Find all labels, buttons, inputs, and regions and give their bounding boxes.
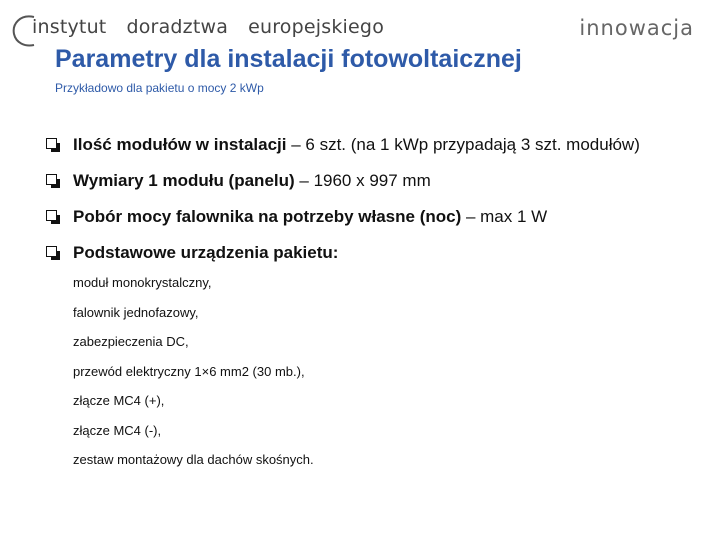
package-item: moduł monokrystalczny, [73,275,212,290]
package-items [46,274,686,469]
package-item: zestaw montażowy dla dachów skośnych. [73,452,314,467]
bullet-item [46,170,686,192]
header [0,0,720,50]
bullet-text: – max 1 W [461,207,548,226]
bullet-list [46,134,686,481]
bullet-bold: Wymiary 1 modułu (panelu) [73,171,295,190]
logo-text [32,16,404,38]
bullet-bold: Ilość modułów w instalacji [73,135,287,154]
bullet-text: – 6 szt. (na 1 kWp przypadają 3 szt. modułów) [286,135,640,154]
package-item: złącze MC4 (-), [73,422,162,438]
package-item: falownik jednofazowy, [73,304,199,320]
package-item: zabezpieczenia DC, [73,334,189,349]
page-title: Parametry dla instalacji fotowoltaicznej [55,45,522,73]
logo-word: instytut [32,16,107,38]
package-item: złącze MC4 (+), [73,393,165,408]
logo-word: europejskiego [248,16,385,38]
checkbox-bullet-icon [46,210,57,221]
page-subtitle: Przykładowo dla pakietu o mocy 2 kWp [55,81,264,95]
bullet-bold: Podstawowe urządzenia pakietu: [73,243,339,262]
checkbox-bullet-icon [46,174,57,185]
checkbox-bullet-icon [46,246,57,257]
bullet-text: – 1960 x 997 mm [294,171,431,190]
bullet-item [46,134,686,156]
bullet-bold: Pobór mocy falownika na potrzeby własne (noc) [73,207,462,226]
package-item: przewód elektryczny 1×6 mm2 (30 mb.), [73,363,305,379]
logo-word: doradztwa [126,16,229,38]
bullet-item [46,206,686,228]
brand-innowacja: innowacja [579,16,694,40]
checkbox-bullet-icon [46,138,57,149]
bullet-item [46,242,686,264]
